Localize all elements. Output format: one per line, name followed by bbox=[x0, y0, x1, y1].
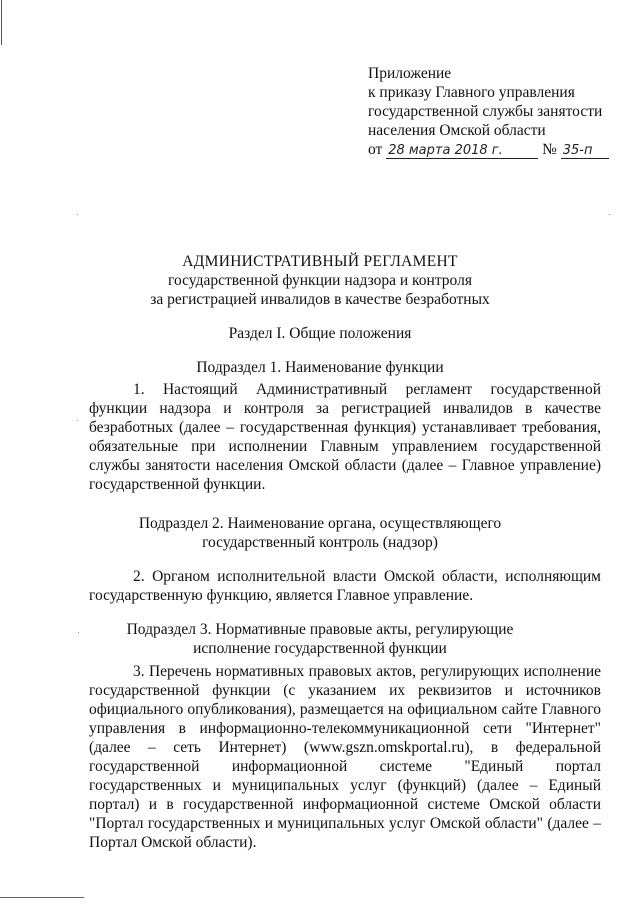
document-subtitle: за регистрацией инвалидов в качестве безработных bbox=[150, 291, 490, 308]
appendix-line: Приложение bbox=[368, 65, 452, 82]
scan-speck bbox=[77, 420, 78, 421]
scan-edge-line-bottom bbox=[0, 897, 84, 898]
appendix-line: населения Омской области bbox=[368, 122, 546, 139]
scan-edge-line bbox=[1, 0, 2, 45]
subsection-heading: государственный контроль (надзор) bbox=[202, 534, 438, 551]
subsection-heading: Подраздел 2. Наименование органа, осуществляющего bbox=[138, 515, 502, 532]
appendix-block bbox=[368, 64, 628, 159]
scan-speck bbox=[77, 214, 78, 215]
subsection-heading: Подраздел 3. Нормативные правовые акты, регулирующие bbox=[126, 621, 514, 638]
number-prefix: № bbox=[542, 141, 557, 158]
scan-speck bbox=[609, 214, 610, 215]
appendix-line: государственной службы занятости bbox=[368, 103, 603, 120]
handwritten-number: 35-п bbox=[561, 143, 609, 159]
paragraph: 3. Перечень нормативных правовых актов, регулирующих исполнение государственной функции (с указанием их реквизитов и источников официального опубликования), размещается на официальном сайте Главного управления в информационно-телекоммуникационной сети "Интернет" (далее – сеть Интернет) (www.gszn.omskportal.ru), в федеральной государственной информационной системе "Единый портал государственных и муниципальных услуг (функций) (далее – Единый портал) и в государственной информационной системе Омской области "Портал государственных и муниципальных услуг Омской области" (далее – Портал Омской области). bbox=[89, 663, 601, 851]
document-title: АДМИНИСТРАТИВНЫЙ РЕГЛАМЕНТ bbox=[182, 253, 458, 270]
paragraph: 1. Настоящий Административный регламент государственной функции надзора и контроля за регистрацией инвалидов в качестве безработных (далее – государственная функция) устанавливает требования, обязательные при исполнении Главным управлением государственной службы занятости населения Омской области (далее – Главное управление) государственной функции. bbox=[89, 381, 601, 493]
handwritten-date: 28 марта 2018 г. bbox=[386, 143, 538, 159]
section-heading: Раздел I. Общие положения bbox=[228, 325, 412, 342]
subsection-heading: Подраздел 1. Наименование функции bbox=[196, 359, 444, 376]
date-prefix: от bbox=[368, 141, 383, 158]
appendix-line: к приказу Главного управления bbox=[368, 84, 575, 101]
subsection-heading: исполнение государственной функции bbox=[193, 640, 447, 657]
order-date-line bbox=[368, 140, 628, 159]
document-subtitle: государственной функции надзора и контроля bbox=[168, 272, 472, 289]
paragraph: 2. Органом исполнительной власти Омской области, исполняющим государственную функцию, является Главное управление. bbox=[89, 568, 601, 604]
